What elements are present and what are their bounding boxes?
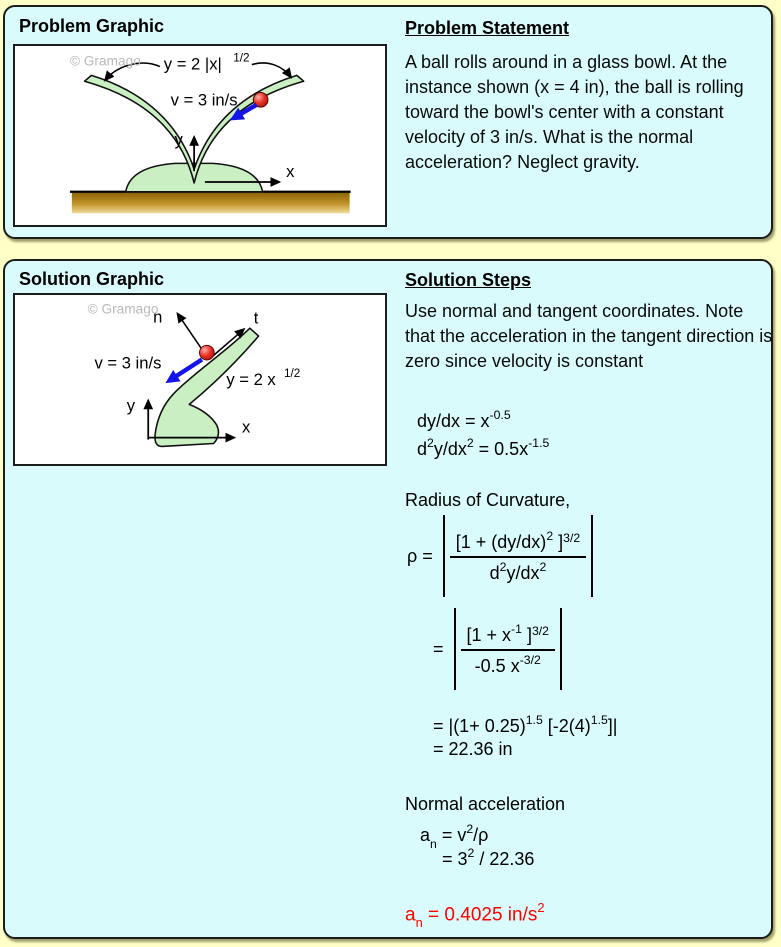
second-derivative-equation: $d^2y/dx^2 = 0.5x^{-1.5}$ bbox=[417, 436, 550, 459]
equation-lhs: ρ = bbox=[407, 545, 433, 566]
normal-accel-heading: Normal acceleration bbox=[405, 794, 566, 814]
right-callout-arrow bbox=[252, 63, 291, 77]
abs-bar bbox=[560, 608, 562, 690]
curve-equation-exponent: 1/2 bbox=[284, 367, 301, 381]
fraction-numerator: [$1 + x^{-1}$ ]$^{3/2}$ bbox=[461, 621, 555, 651]
watermark: © Gramago bbox=[69, 53, 141, 69]
watermark: © Gramago bbox=[87, 301, 159, 317]
y-axis-label: y bbox=[126, 396, 136, 416]
problem-graphic-title: Problem Graphic bbox=[19, 16, 165, 36]
curvature-equation-symbolic bbox=[407, 513, 598, 599]
problem-statement-text: A ball rolls around in a glass bowl. At the instance shown (x = 4 in), the ball is rolling toward the bowl's center with a constant velocity of 3 in/s. What is the normal acceleration? Neglect gravity. bbox=[405, 52, 744, 172]
solution-intro-text: Use normal and tangent coordinates. Note that the acceleration in the tangent direction is zero since velocity is constant bbox=[405, 301, 773, 371]
abs-bar bbox=[591, 515, 593, 597]
solution-graphic-box bbox=[13, 293, 387, 466]
normal-accel-values: = $3^2 / 22.36$ bbox=[442, 846, 535, 869]
fraction-denominator: -0.5 $x^{-3/2}$ bbox=[474, 653, 541, 676]
bracket-exponent: 3/2 bbox=[563, 531, 581, 545]
solution-panel bbox=[3, 259, 773, 939]
normal-accel-formula: $a_n = v^2/\rho$ bbox=[420, 822, 489, 851]
problem-panel bbox=[3, 5, 773, 239]
curve-equation-label: y = 2 |x| bbox=[163, 54, 222, 74]
first-derivative-equation: $dy/dx = x^{-0.5}$ bbox=[417, 408, 511, 431]
solution-graphic-title: Solution Graphic bbox=[19, 269, 165, 289]
fraction bbox=[461, 621, 555, 677]
tangent-label: t bbox=[253, 308, 259, 328]
fraction bbox=[450, 528, 586, 584]
problem-graphic-box bbox=[13, 44, 387, 227]
bracket-exponent: 3/2 bbox=[531, 624, 549, 638]
ball bbox=[200, 345, 215, 360]
curve-equation-label: y = 2 x bbox=[226, 369, 276, 389]
ground-fill bbox=[72, 193, 350, 214]
velocity-label: v = 3 in/s bbox=[170, 90, 238, 110]
curvature-equation-substituted bbox=[433, 606, 567, 692]
curve-equation-exponent: 1/2 bbox=[233, 51, 250, 65]
x-axis-label: x bbox=[286, 162, 295, 182]
final-answer: $a_n = 0.4025$ $in/s^2$ bbox=[405, 900, 545, 931]
solution-graphic bbox=[15, 295, 385, 464]
fraction-denominator: $d^2y/dx^2$ bbox=[489, 560, 547, 583]
abs-bar bbox=[443, 515, 445, 597]
problem-graphic bbox=[15, 46, 385, 225]
fraction-numerator: [$1 + (dy/dx)^2$ ]$^{3/2}$ bbox=[450, 528, 586, 558]
problem-statement-title: Problem Statement bbox=[405, 18, 570, 38]
y-axis-label: y bbox=[174, 129, 183, 149]
x-axis-label: x bbox=[242, 417, 251, 437]
equation-lhs: = bbox=[433, 638, 444, 659]
velocity-label: v = 3 in/s bbox=[94, 353, 162, 373]
curvature-heading: Radius of Curvature, bbox=[405, 490, 571, 510]
curvature-result: = 22.36 in bbox=[433, 739, 513, 759]
normal-label: n bbox=[153, 307, 163, 327]
solution-steps-title: Solution Steps bbox=[405, 270, 531, 290]
abs-bar bbox=[454, 608, 456, 690]
curvature-equation-evaluated: = $|(1+ 0.25)^{1.5}$ $[-2(4)^{1.5}]|$ bbox=[433, 713, 618, 736]
